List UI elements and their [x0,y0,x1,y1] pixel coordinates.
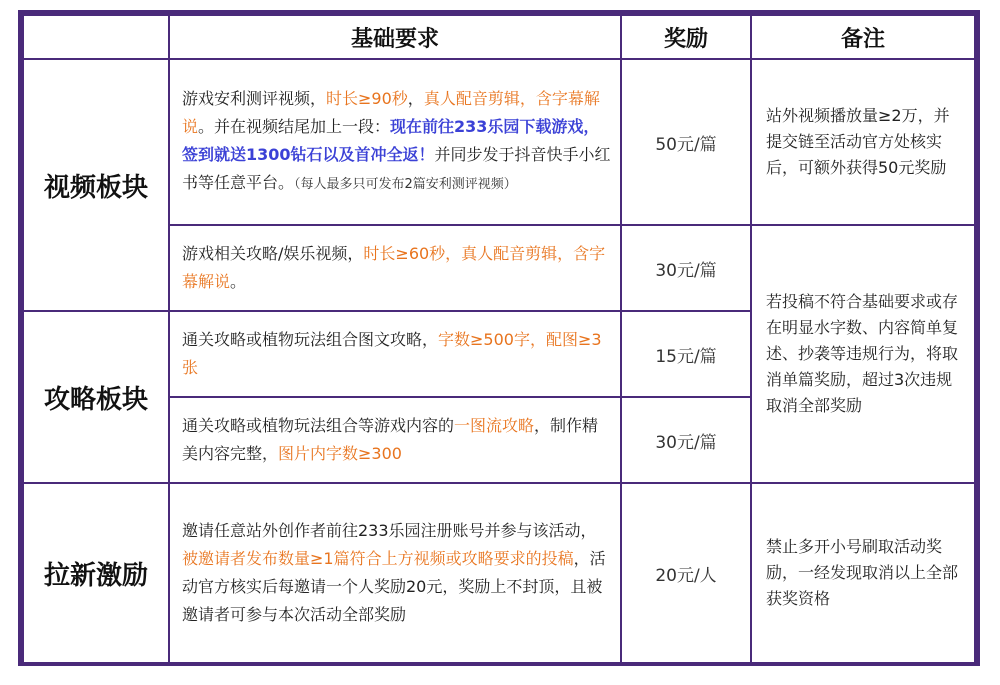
requirement-text-run: 。 [230,272,247,291]
requirement-text-run: （每人最多只可发布2篇安利测评视频） [294,177,517,192]
requirement-text-run: 现在前往233乐园下载游戏，签到就送1300钻石以及首冲全返！ [182,117,600,164]
category-guide: 攻略板块 [23,311,169,483]
category-invite: 拉新激励 [23,483,169,663]
requirement-text-run: 并同步发于抖音快手小红书等任意平台。 [182,145,611,192]
category-video: 视频板块 [23,59,169,311]
requirement-text-run: 通关攻略或植物玩法组合图文攻略， [182,330,439,349]
reward-cell: 30元/篇 [621,397,751,483]
requirement-text-run: 字数≥500字，配图≥3张 [182,330,602,377]
reward-cell: 30元/篇 [621,225,751,311]
requirement-text-run: 图片内字数≥300 [278,444,402,463]
reward-cell: 20元/人 [621,483,751,663]
table-row [23,59,975,225]
note-cell: 若投稿不符合基础要求或存在明显水字数、内容简单复述、抄袭等违规行为，将取消单篇奖励，超过3次违规取消全部奖励 [751,225,975,483]
requirement-text-run: 游戏相关攻略/娱乐视频， [182,244,364,263]
requirement-text-run: 通关攻略或植物玩法组合等游戏内容的 [182,416,455,435]
note-cell: 站外视频播放量≥2万，并提交链至活动官方处核实后，可额外获得50元奖励 [751,59,975,225]
requirement-text-run: 游戏安利测评视频， [182,89,327,108]
requirement-text-run: ，制作精美内容完整， [182,416,599,463]
reward-cell: 15元/篇 [621,311,751,397]
header-requirements: 基础要求 [169,15,621,59]
requirement-text-run: 邀请任意站外创作者前往233乐园注册账号并参与该活动， [182,521,597,540]
table-header-row [23,15,975,59]
requirement-text-run: 真人配音剪辑，含字幕解说 [182,89,600,136]
header-notes: 备注 [751,15,975,59]
reward-rules-table-frame [18,10,980,666]
note-cell: 禁止多开小号刷取活动奖励，一经发现取消以上全部获奖资格 [751,483,975,663]
header-reward: 奖励 [621,15,751,59]
requirement-text-run: 时长≥90秒 [326,89,408,108]
requirement-cell [169,311,621,397]
requirement-cell [169,397,621,483]
requirement-text-run: ，活动官方核实后每邀请一个人奖励20元，奖励上不封顶，且被邀请者可参与本次活动全部奖励 [182,549,606,624]
header-empty-cell [23,15,169,59]
requirement-text-run: 被邀请者发布数量≥1篇符合上方视频或攻略要求的投稿 [182,549,574,568]
requirement-text-run: ， [407,89,424,108]
requirement-text-run: 。并在视频结尾加上一段： [198,117,391,136]
requirement-text-run: 时长≥60秒，真人配音剪辑，含字幕解说 [182,244,606,291]
requirement-cell [169,59,621,225]
reward-rules-table [22,14,976,664]
requirement-cell [169,225,621,311]
requirement-text-run: 一图流攻略 [454,416,535,435]
reward-cell: 50元/篇 [621,59,751,225]
requirement-cell [169,483,621,663]
table-row [23,483,975,663]
